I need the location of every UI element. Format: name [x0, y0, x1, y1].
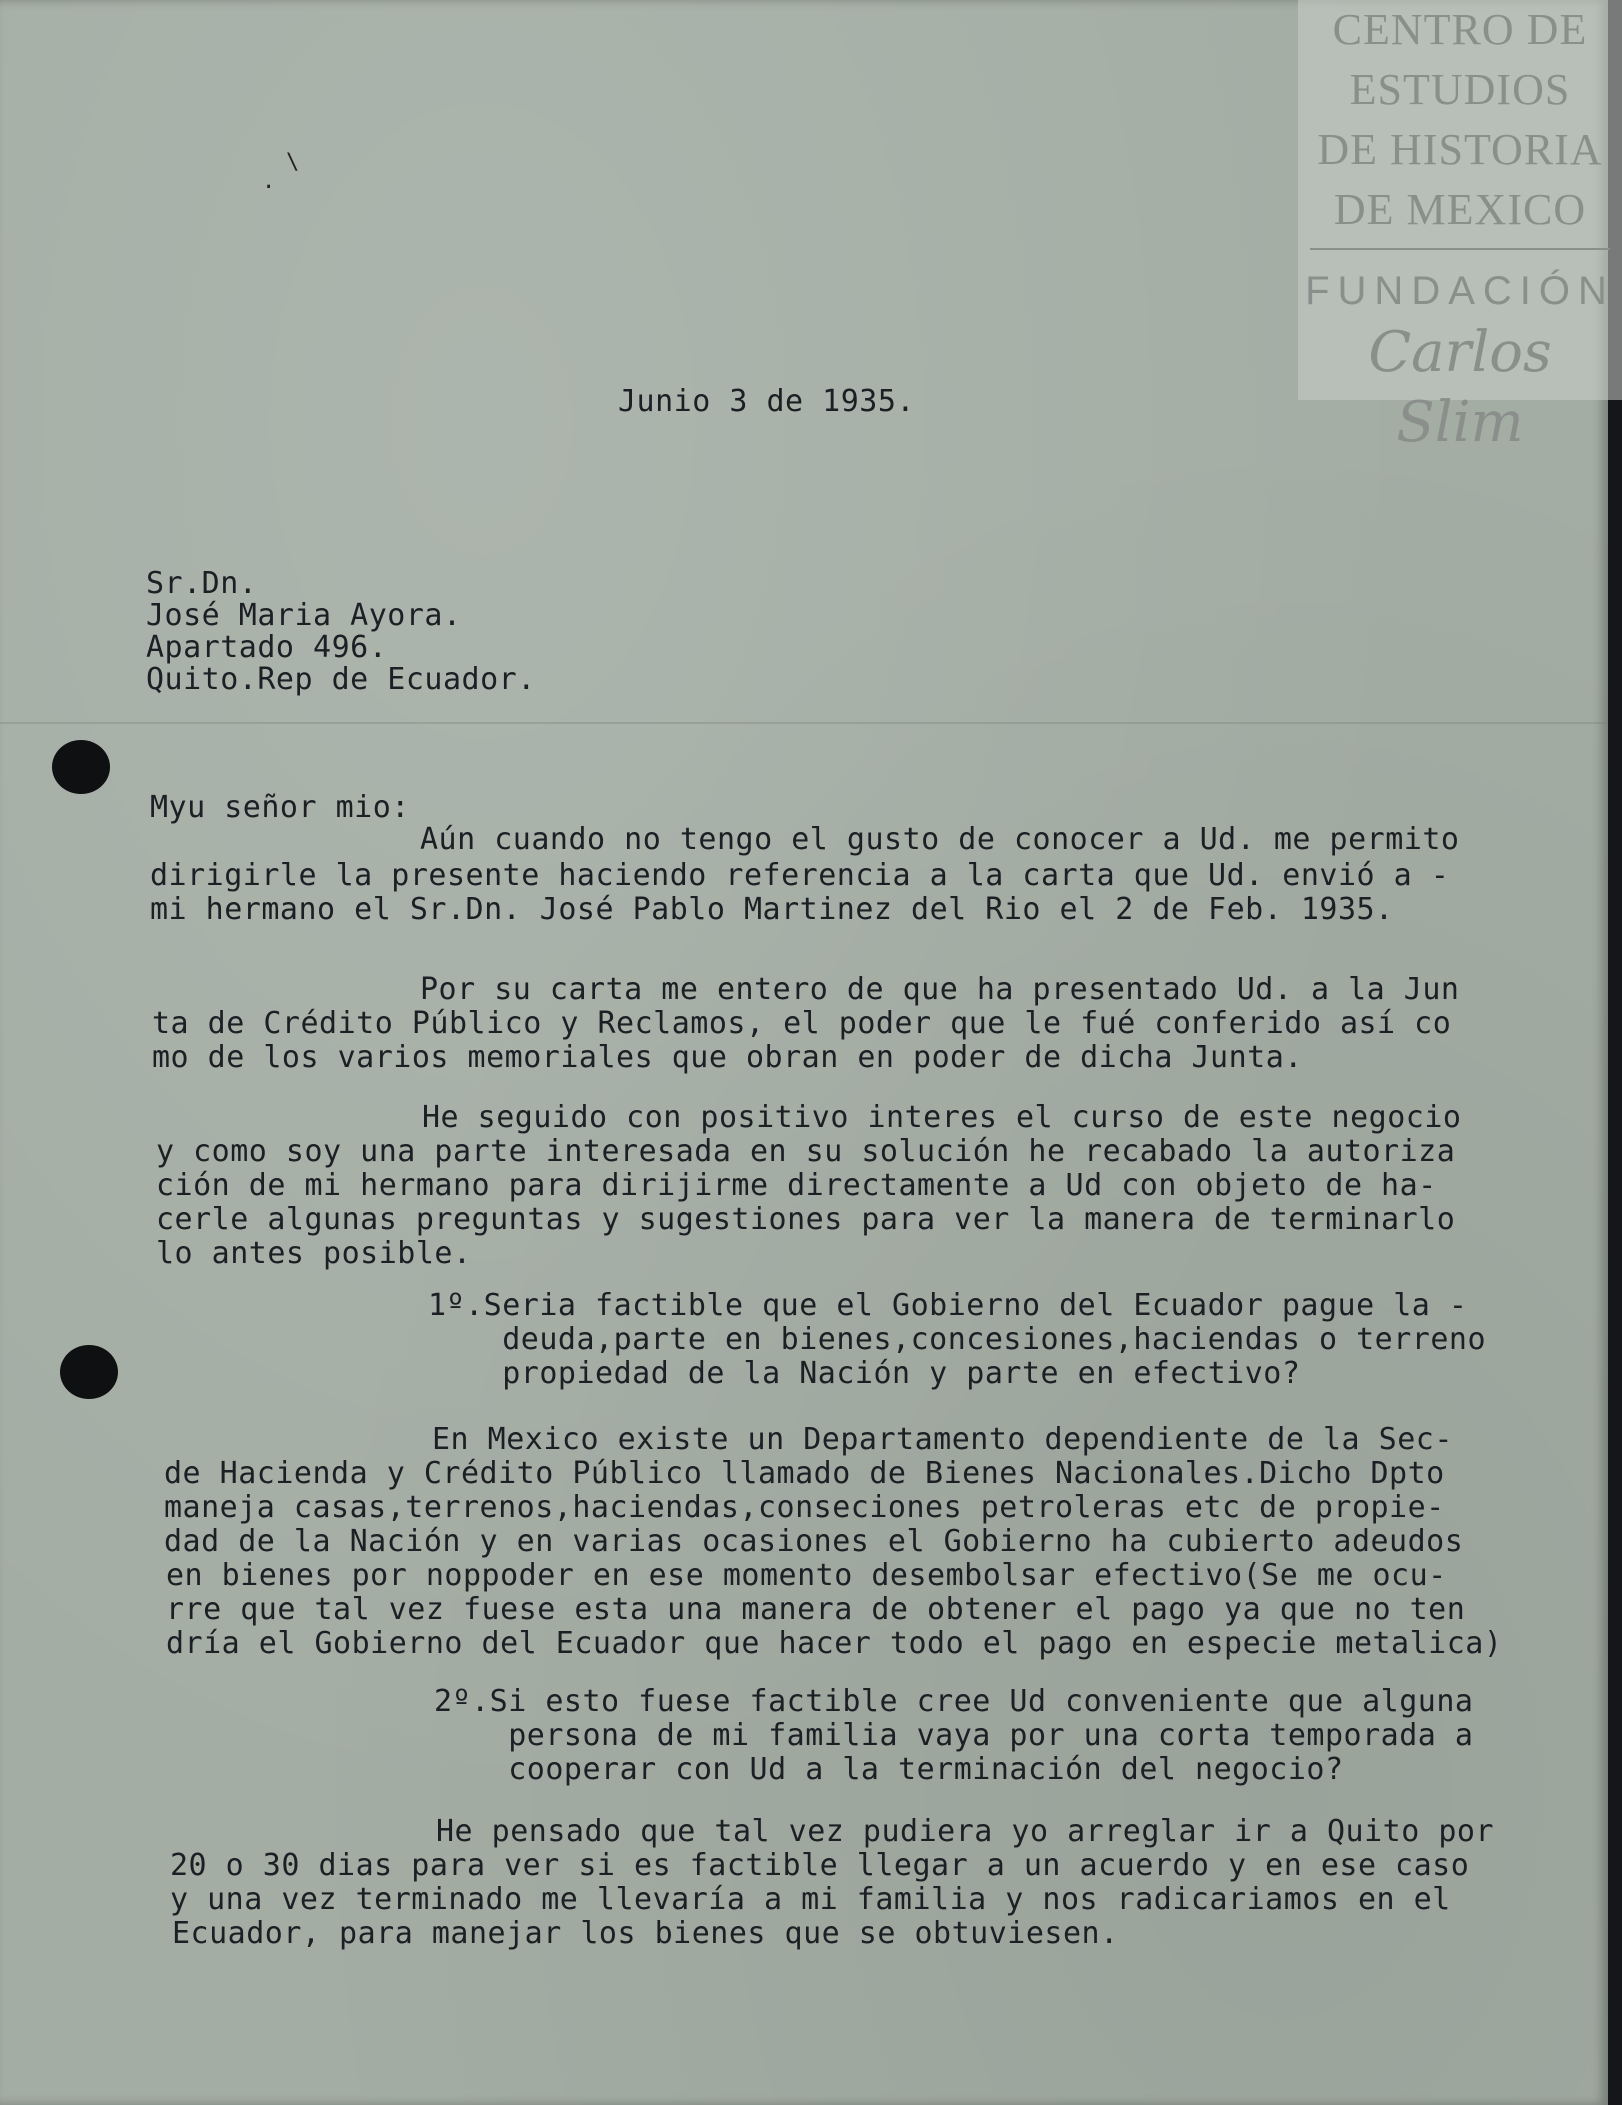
watermark-foundation: FUNDACIÓN [1305, 269, 1615, 313]
watermark-line: ESTUDIOS [1349, 65, 1571, 114]
paragraph-line: 20 o 30 dias para ver si es factible llegar a un acuerdo y en ese caso [170, 1848, 1470, 1883]
paragraph-line: de Hacienda y Crédito Público llamado de Bienes Nacionales.Dicho Dpto [164, 1456, 1445, 1491]
pencil-mark: \ [286, 150, 300, 175]
pencil-mark: · [262, 175, 276, 200]
address-line: Sr.Dn. [146, 566, 258, 601]
address-line: Apartado 496. [146, 630, 388, 665]
paragraph-line: mi hermano el Sr.Dn. José Pablo Martinez del Rio el 2 de Feb. 1935. [150, 892, 1394, 927]
paragraph-line: maneja casas,terrenos,haciendas,conseciones petroleras etc de propie- [164, 1490, 1445, 1525]
watermark-line: DE MEXICO [1333, 185, 1587, 234]
address-line: José Maria Ayora. [146, 598, 462, 633]
watermark-divider [1310, 248, 1610, 250]
punch-hole-bottom [60, 1345, 118, 1399]
question-line: 1º.Seria factible que el Gobierno del Ecuador pague la - [428, 1288, 1468, 1323]
paragraph-line: lo antes posible. [156, 1236, 472, 1271]
paragraph-line: y como soy una parte interesada en su solución he recabado la autoriza [156, 1134, 1456, 1169]
paragraph-line: mo de los varios memoriales que obran en poder de dicha Junta. [152, 1040, 1303, 1075]
question-line: cooperar con Ud a la terminación del negocio? [434, 1752, 1344, 1787]
paragraph-line: ción de mi hermano para dirijirme directamente a Ud con objeto de ha- [156, 1168, 1437, 1203]
paragraph-line: en bienes por noppoder en ese momento desembolsar efectivo(Se me ocu- [166, 1558, 1447, 1593]
watermark-line: DE HISTORIA [1317, 125, 1603, 174]
question-line: propiedad de la Nación y parte en efectivo? [428, 1356, 1301, 1391]
salutation: Myu señor mio: [150, 790, 410, 825]
archive-watermark [1298, 0, 1622, 455]
letter-date: Junio 3 de 1935. [618, 384, 915, 419]
watermark-signature: Carlos Slim [1368, 320, 1552, 455]
paragraph-line: Por su carta me entero de que ha presentado Ud. a la Jun [420, 972, 1460, 1007]
paragraph-line: Ecuador, para manejar los bienes que se obtuviesen. [172, 1916, 1119, 1951]
watermark-line: CENTRO DE [1332, 5, 1588, 54]
punch-hole-top [52, 740, 110, 794]
question-line: deuda,parte en bienes,concesiones,haciendas o terreno [428, 1322, 1487, 1357]
paragraph-line: He seguido con positivo interes el curso de este negocio [422, 1100, 1462, 1135]
paragraph-line: dría el Gobierno del Ecuador que hacer todo el pago en especie metalica) [166, 1626, 1503, 1661]
paragraph-line: He pensado que tal vez pudiera yo arreglar ir a Quito por [436, 1814, 1495, 1849]
paragraph-line: dad de la Nación y en varias ocasiones el Gobierno ha cubierto adeudos [164, 1524, 1464, 1559]
paragraph-line: En Mexico existe un Departamento dependiente de la Sec- [432, 1422, 1453, 1457]
paragraph-line: ta de Crédito Público y Reclamos, el poder que le fué conferido así co [152, 1006, 1452, 1041]
paragraph-line: Aún cuando no tengo el gusto de conocer a Ud. me permito [420, 822, 1460, 857]
paragraph-line: cerle algunas preguntas y sugestiones para ver la manera de terminarlo [156, 1202, 1456, 1237]
paragraph-line: dirigirle la presente haciendo referencia a la carta que Ud. envió a - [150, 858, 1450, 893]
question-line: persona de mi familia vaya por una corta temporada a [434, 1718, 1474, 1753]
paragraph-line: y una vez terminado me llevaría a mi familia y nos radicariamos en el [170, 1882, 1451, 1917]
address-line: Quito.Rep de Ecuador. [146, 662, 536, 697]
paper-fold [0, 722, 1608, 724]
question-line: 2º.Si esto fuese factible cree Ud conveniente que alguna [434, 1684, 1474, 1719]
paragraph-line: rre que tal vez fuese esta una manera de obtener el pago ya que no ten [166, 1592, 1466, 1627]
